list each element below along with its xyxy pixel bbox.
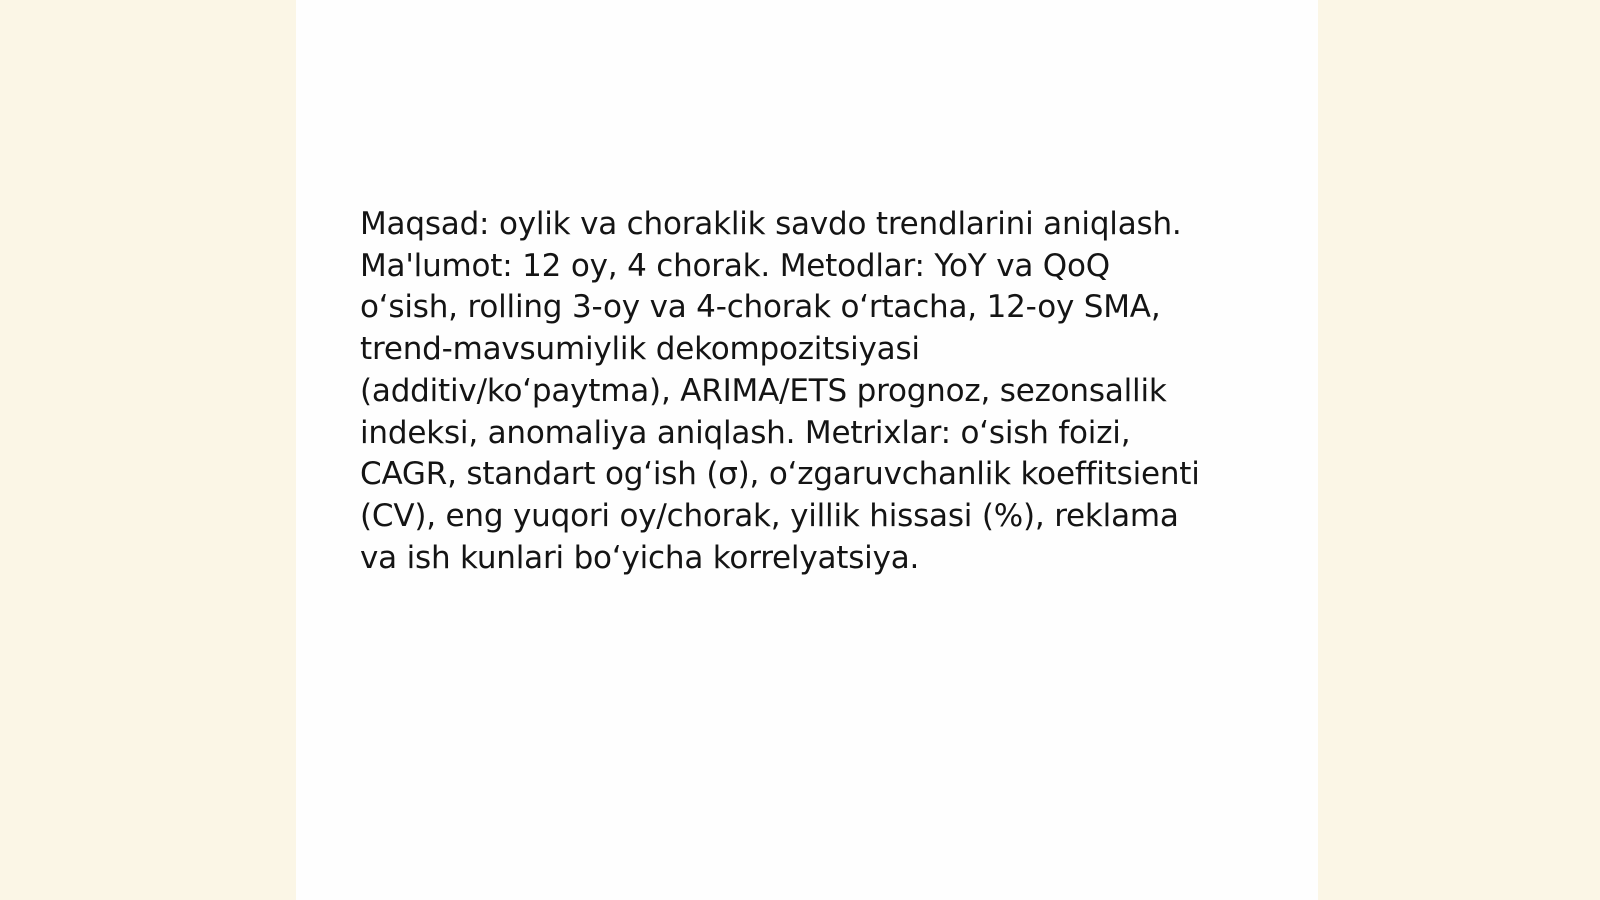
paragraph-line: Maqsad: oylik va choraklik savdo trendlarini aniqlash.: [360, 206, 1182, 242]
document-paragraph: [360, 204, 1260, 579]
paragraph-line: CAGR, standart ogʻish (σ), oʻzgaruvchanlik koeffitsienti: [360, 456, 1200, 493]
document-page: [296, 0, 1318, 900]
paragraph-line: va ish kunlari boʻyicha korrelyatsiya.: [360, 539, 920, 576]
paragraph-line: Ma'lumot: 12 oy, 4 chorak. Metodlar: YoY va QoQ: [360, 247, 1110, 284]
paragraph-line: (CV), eng yuqori oy/chorak, yillik hissasi (%), reklama: [360, 497, 1179, 534]
paragraph-line: indeksi, anomaliya aniqlash. Metrixlar: oʻsish foizi,: [360, 414, 1131, 451]
paragraph-line: trend-mavsumiylik dekompozitsiyasi: [360, 331, 920, 368]
paragraph-line: (additiv/koʻpaytma), ARIMA/ETS prognoz, sezonsallik: [360, 372, 1167, 409]
paragraph-line: oʻsish, rolling 3-oy va 4-chorak oʻrtacha, 12-oy SMA,: [360, 289, 1161, 326]
